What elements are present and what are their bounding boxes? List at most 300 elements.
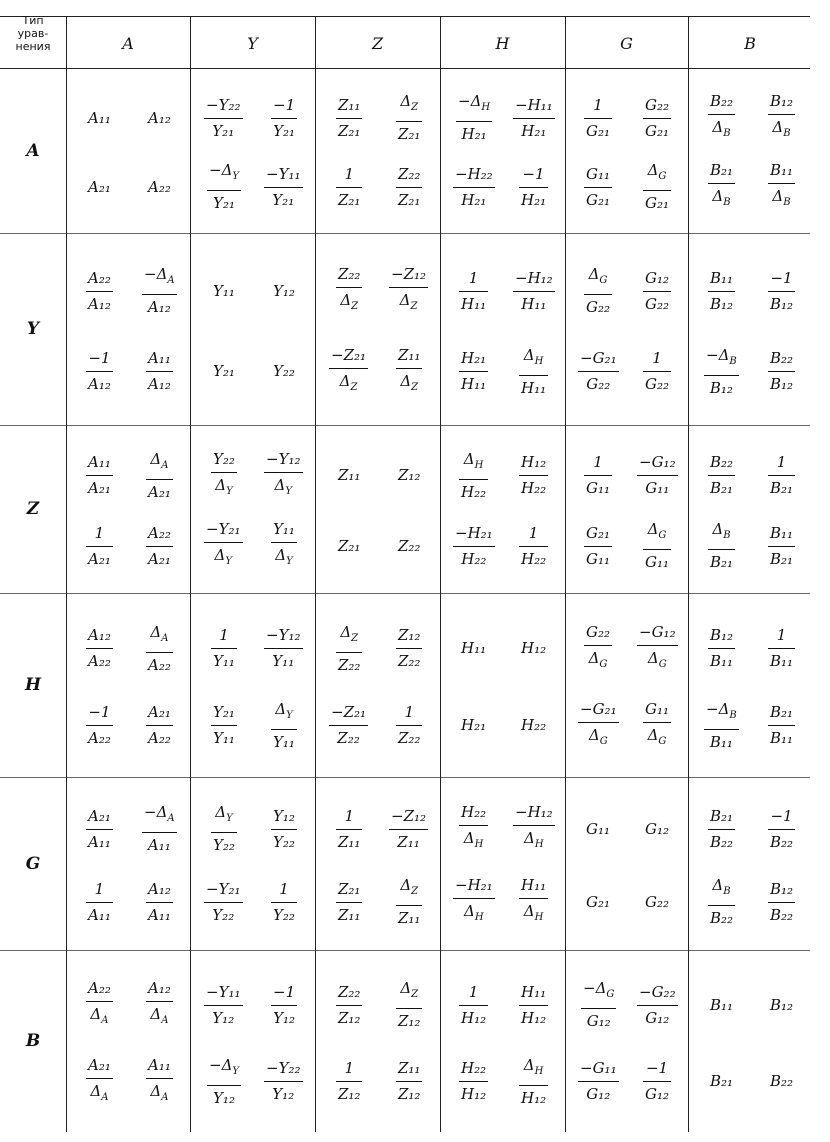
fraction bbox=[146, 450, 173, 501]
denominator: $\Delta_G$ bbox=[588, 726, 608, 747]
fraction bbox=[519, 346, 548, 397]
fraction bbox=[459, 803, 488, 854]
fraction-bar bbox=[643, 371, 671, 372]
denominator: G₂₁ bbox=[645, 194, 670, 212]
fraction bbox=[207, 161, 241, 212]
denominator: Z₁₁ bbox=[338, 906, 361, 924]
denominator: H₂₂ bbox=[521, 479, 547, 497]
fraction-bar bbox=[459, 1081, 488, 1082]
numerator: 1 bbox=[219, 626, 229, 644]
numerator: $\Delta_G$ bbox=[647, 161, 667, 182]
fraction bbox=[211, 703, 237, 747]
matrix-element: Z₁₁ bbox=[338, 466, 361, 484]
denominator: $\Delta_G$ bbox=[647, 726, 667, 747]
fraction-bar bbox=[264, 1081, 303, 1082]
denominator: Z₁₂ bbox=[338, 1009, 361, 1027]
fraction-bar bbox=[336, 187, 362, 188]
fraction bbox=[86, 807, 113, 851]
denominator: Z₂₁ bbox=[398, 191, 421, 209]
row-header-H: H bbox=[24, 675, 42, 695]
numerator: −Y₂₂ bbox=[206, 96, 241, 114]
numerator: $-\Delta_A$ bbox=[144, 803, 175, 824]
denominator: Z₂₂ bbox=[337, 729, 360, 747]
numerator: 1 bbox=[468, 269, 479, 287]
denominator: Y₁₂ bbox=[273, 1009, 296, 1027]
fraction-bar bbox=[519, 1085, 548, 1086]
fraction-bar bbox=[389, 829, 428, 830]
fraction-bar bbox=[578, 1081, 619, 1082]
fraction bbox=[708, 876, 735, 927]
fraction-bar bbox=[637, 645, 678, 646]
fraction bbox=[708, 807, 735, 851]
fraction-bar bbox=[637, 1005, 678, 1006]
numerator: $-\Delta_B$ bbox=[706, 700, 737, 721]
denominator: H₂₂ bbox=[521, 550, 547, 568]
fraction-bar bbox=[513, 825, 555, 826]
fraction bbox=[513, 269, 555, 313]
fraction-bar bbox=[519, 898, 548, 899]
denominator: Y₂₂ bbox=[212, 906, 235, 924]
denominator: Z₂₂ bbox=[338, 656, 361, 674]
fraction bbox=[584, 453, 612, 497]
numerator: H₂₂ bbox=[461, 803, 487, 821]
denominator: G₂₁ bbox=[586, 191, 611, 209]
matrix-element: G₁₂ bbox=[645, 820, 670, 838]
numerator: −Y₁₂ bbox=[266, 450, 301, 468]
denominator: $\Delta_Z$ bbox=[400, 372, 419, 393]
denominator: B₁₂ bbox=[770, 295, 794, 313]
numerator: B₂₂ bbox=[770, 349, 794, 367]
fraction bbox=[86, 626, 113, 670]
fraction bbox=[708, 453, 735, 497]
fraction bbox=[396, 703, 422, 747]
fraction bbox=[86, 880, 113, 924]
numerator: Z₁₂ bbox=[398, 626, 421, 644]
fraction bbox=[86, 453, 113, 497]
fraction-bar bbox=[264, 472, 303, 473]
denominator: A₁₂ bbox=[88, 375, 111, 393]
fraction bbox=[86, 703, 113, 747]
numerator: B₁₂ bbox=[710, 626, 734, 644]
denominator: H₁₁ bbox=[521, 379, 547, 397]
fraction bbox=[142, 803, 177, 854]
fraction-bar bbox=[146, 1078, 173, 1079]
denominator: Z₁₁ bbox=[338, 833, 361, 851]
denominator: Z₂₂ bbox=[398, 652, 421, 670]
fraction-bar bbox=[459, 371, 488, 372]
denominator: A₂₁ bbox=[88, 479, 111, 497]
column-header-Y: Y bbox=[247, 34, 258, 53]
denominator: A₂₁ bbox=[148, 550, 171, 568]
fraction bbox=[389, 807, 428, 851]
numerator: $-\Delta_Y$ bbox=[209, 161, 240, 182]
denominator: $\Delta_A$ bbox=[150, 1005, 169, 1026]
fraction bbox=[637, 453, 678, 497]
fraction bbox=[389, 265, 428, 316]
numerator: −Z₂₁ bbox=[331, 703, 367, 721]
numerator: −1 bbox=[88, 349, 111, 367]
numerator: −G₂₂ bbox=[639, 983, 676, 1001]
denominator: B₁₂ bbox=[710, 295, 734, 313]
numerator: B₂₁ bbox=[710, 161, 734, 179]
numerator: G₁₁ bbox=[586, 165, 611, 183]
numerator: A₂₂ bbox=[148, 524, 171, 542]
numerator: Y₁₂ bbox=[273, 807, 295, 825]
fraction bbox=[643, 1059, 671, 1103]
fraction bbox=[708, 626, 735, 670]
numerator: 1 bbox=[344, 165, 354, 183]
numerator: −Y₁₁ bbox=[266, 165, 301, 183]
denominator: G₁₂ bbox=[645, 1085, 670, 1103]
denominator: G₁₂ bbox=[586, 1012, 611, 1030]
fraction-bar bbox=[146, 652, 173, 653]
fraction bbox=[264, 165, 303, 209]
numerator: 1 bbox=[279, 880, 289, 898]
fraction bbox=[336, 265, 362, 316]
denominator: Z₁₂ bbox=[398, 1085, 421, 1103]
numerator: G₁₂ bbox=[645, 269, 670, 287]
denominator: A₁₁ bbox=[88, 833, 111, 851]
numerator: −1 bbox=[770, 807, 793, 825]
numerator: −G₁₁ bbox=[580, 1059, 617, 1077]
matrix-element: Y₁₁ bbox=[213, 282, 235, 300]
fraction bbox=[643, 161, 671, 212]
fraction bbox=[204, 520, 243, 571]
fraction bbox=[459, 349, 488, 393]
fraction bbox=[86, 524, 113, 568]
fraction-bar bbox=[396, 1081, 422, 1082]
numerator: 1 bbox=[468, 983, 479, 1001]
fraction bbox=[204, 880, 243, 924]
denominator: G₂₂ bbox=[586, 298, 611, 316]
fraction-bar bbox=[207, 190, 241, 191]
denominator: A₁₂ bbox=[148, 375, 171, 393]
row-header-Z: Z bbox=[26, 499, 40, 519]
numerator: $\Delta_B$ bbox=[712, 520, 731, 541]
fraction bbox=[336, 807, 362, 851]
numerator: −H₁₂ bbox=[515, 269, 553, 287]
denominator: Y₂₂ bbox=[273, 906, 295, 924]
column-header-B: B bbox=[744, 34, 756, 53]
fraction-bar bbox=[142, 832, 177, 833]
numerator: 1 bbox=[776, 453, 787, 471]
fraction-bar bbox=[86, 902, 113, 903]
fraction bbox=[768, 161, 795, 212]
fraction bbox=[578, 700, 619, 751]
denominator: $\Delta_A$ bbox=[90, 1082, 109, 1103]
fraction bbox=[637, 623, 678, 674]
numerator: 1 bbox=[344, 807, 354, 825]
fraction-bar bbox=[584, 294, 612, 295]
numerator: 1 bbox=[344, 1059, 354, 1077]
fraction-bar bbox=[768, 725, 795, 726]
fraction-bar bbox=[768, 291, 795, 292]
matrix-element: Z₂₂ bbox=[398, 537, 421, 555]
fraction bbox=[264, 626, 303, 670]
fraction-bar bbox=[336, 118, 362, 119]
fraction-bar bbox=[584, 645, 612, 646]
denominator: G₂₂ bbox=[586, 375, 611, 393]
numerator: −1 bbox=[88, 703, 111, 721]
denominator: B₂₂ bbox=[710, 833, 734, 851]
numerator: Z₂₂ bbox=[338, 983, 361, 1001]
denominator: A₁₁ bbox=[148, 906, 171, 924]
matrix-element: Y₁₂ bbox=[273, 282, 295, 300]
fraction-bar bbox=[271, 729, 297, 730]
numerator: $-\Delta_Y$ bbox=[209, 1056, 240, 1077]
fraction bbox=[329, 703, 368, 747]
numerator: A₁₂ bbox=[148, 979, 171, 997]
fraction-bar bbox=[86, 371, 113, 372]
fraction bbox=[768, 349, 795, 393]
fraction bbox=[708, 269, 735, 313]
fraction bbox=[704, 700, 739, 751]
numerator: A₁₁ bbox=[148, 1056, 171, 1074]
denominator: H₂₁ bbox=[461, 125, 487, 143]
numerator: B₂₂ bbox=[710, 92, 734, 110]
numerator: $\Delta_G$ bbox=[647, 520, 667, 541]
denominator: B₂₁ bbox=[710, 479, 734, 497]
fraction bbox=[643, 349, 671, 393]
fraction-bar bbox=[708, 291, 735, 292]
fraction-bar bbox=[336, 1081, 362, 1082]
denominator: $\Delta_B$ bbox=[772, 118, 791, 139]
matrix-element: G₁₁ bbox=[586, 820, 611, 838]
denominator: A₁₁ bbox=[147, 836, 171, 854]
fraction bbox=[146, 524, 173, 568]
fraction-bar bbox=[146, 725, 173, 726]
numerator: B₂₂ bbox=[710, 453, 734, 471]
matrix-element: B₁₂ bbox=[770, 996, 794, 1014]
numerator: H₁₁ bbox=[521, 983, 547, 1001]
fraction-bar bbox=[211, 648, 237, 649]
row-header-Y: Y bbox=[26, 319, 40, 339]
denominator: Z₂₂ bbox=[398, 729, 421, 747]
numerator: $\Delta_B$ bbox=[712, 876, 731, 897]
fraction bbox=[396, 626, 422, 670]
denominator: $\Delta_H$ bbox=[464, 902, 484, 923]
fraction bbox=[336, 983, 362, 1027]
fraction-bar bbox=[146, 1001, 173, 1002]
numerator: Z₁₁ bbox=[398, 1059, 421, 1077]
fraction bbox=[396, 876, 422, 927]
corner-label-line: Тип bbox=[22, 14, 44, 27]
denominator: H₂₂ bbox=[461, 550, 487, 568]
fraction-bar bbox=[519, 1005, 548, 1006]
matrix-element: G₂₂ bbox=[645, 893, 670, 911]
denominator: Y₂₂ bbox=[273, 833, 295, 851]
numerator: −H₂₁ bbox=[455, 876, 493, 894]
corner-label bbox=[2, 14, 64, 53]
fraction-bar bbox=[768, 902, 795, 903]
numerator: 1 bbox=[593, 96, 603, 114]
fraction-bar bbox=[396, 187, 422, 188]
numerator: B₂₁ bbox=[710, 807, 734, 825]
fraction bbox=[271, 700, 297, 751]
fraction-bar bbox=[146, 546, 173, 547]
numerator: $-\Delta_B$ bbox=[706, 346, 737, 367]
fraction-bar bbox=[768, 829, 795, 830]
matrix-element: Y₂₁ bbox=[213, 362, 235, 380]
matrix-element: Z₂₁ bbox=[338, 537, 361, 555]
numerator: 1 bbox=[593, 453, 603, 471]
column-header-G: G bbox=[620, 34, 633, 53]
denominator: B₂₂ bbox=[710, 909, 734, 927]
numerator: −H₂₁ bbox=[455, 524, 493, 542]
denominator: H₁₁ bbox=[461, 295, 487, 313]
fraction bbox=[146, 349, 173, 393]
fraction-bar bbox=[768, 648, 795, 649]
fraction bbox=[329, 346, 368, 397]
fraction-bar bbox=[204, 1005, 243, 1006]
fraction-bar bbox=[211, 725, 237, 726]
row-header-A: A bbox=[26, 140, 40, 161]
denominator: $\Delta_G$ bbox=[588, 649, 608, 670]
fraction bbox=[456, 92, 492, 143]
fraction bbox=[708, 92, 735, 143]
fraction-bar bbox=[204, 118, 243, 119]
fraction-bar bbox=[643, 291, 671, 292]
fraction-bar bbox=[264, 187, 303, 188]
fraction-bar bbox=[643, 190, 671, 191]
fraction-bar bbox=[271, 542, 297, 543]
numerator: 1 bbox=[94, 524, 105, 542]
numerator: A₂₁ bbox=[148, 703, 171, 721]
fraction-bar bbox=[584, 546, 612, 547]
denominator: A₁₂ bbox=[88, 295, 111, 313]
numerator: −Y₂₁ bbox=[206, 520, 241, 538]
denominator: H₂₁ bbox=[521, 191, 547, 209]
numerator: A₁₂ bbox=[88, 626, 111, 644]
numerator: $\Delta_Z$ bbox=[340, 623, 359, 644]
denominator: H₂₂ bbox=[461, 483, 487, 501]
numerator: 1 bbox=[528, 524, 539, 542]
numerator: B₁₁ bbox=[770, 524, 794, 542]
fraction bbox=[643, 96, 671, 140]
fraction-bar bbox=[396, 648, 422, 649]
fraction-bar bbox=[708, 905, 735, 906]
fraction bbox=[637, 983, 678, 1027]
numerator: −Z₁₂ bbox=[391, 807, 427, 825]
fraction-bar bbox=[643, 549, 671, 550]
fraction bbox=[86, 1056, 113, 1107]
fraction bbox=[519, 524, 548, 568]
fraction-bar bbox=[396, 121, 422, 122]
fraction-bar bbox=[459, 825, 488, 826]
fraction-bar bbox=[708, 475, 735, 476]
fraction-bar bbox=[271, 1005, 297, 1006]
numerator: −Y₁₁ bbox=[206, 983, 241, 1001]
fraction bbox=[207, 1056, 241, 1107]
fraction-bar bbox=[207, 1085, 241, 1086]
fraction-bar bbox=[584, 475, 612, 476]
denominator: $\Delta_B$ bbox=[712, 118, 731, 139]
fraction bbox=[86, 269, 113, 313]
fraction-bar bbox=[86, 1001, 113, 1002]
matrix-element: H₁₁ bbox=[461, 639, 487, 657]
numerator: −1 bbox=[273, 983, 296, 1001]
numerator: $\Delta_A$ bbox=[150, 450, 169, 471]
fraction-bar bbox=[708, 829, 735, 830]
denominator: $\Delta_H$ bbox=[463, 829, 484, 850]
fraction bbox=[584, 265, 612, 316]
fraction bbox=[271, 96, 297, 140]
fraction-bar bbox=[146, 371, 173, 372]
denominator: $\Delta_H$ bbox=[524, 829, 544, 850]
denominator: G₂₂ bbox=[645, 295, 670, 313]
denominator: H₁₂ bbox=[461, 1085, 487, 1103]
fraction bbox=[142, 265, 177, 316]
fraction-bar bbox=[581, 1008, 616, 1009]
numerator: −G₁₂ bbox=[639, 623, 676, 641]
numerator: $\Delta_Z$ bbox=[400, 92, 419, 113]
fraction bbox=[519, 876, 548, 927]
fraction bbox=[146, 703, 173, 747]
denominator: G₁₂ bbox=[586, 1085, 611, 1103]
fraction bbox=[768, 524, 795, 568]
numerator: −H₁₁ bbox=[515, 96, 553, 114]
matrix-element: H₂₁ bbox=[461, 716, 487, 734]
numerator: B₁₂ bbox=[770, 880, 794, 898]
fraction-bar bbox=[86, 1078, 113, 1079]
fraction-bar bbox=[264, 648, 303, 649]
numerator: $\Delta_Y$ bbox=[215, 803, 233, 824]
fraction bbox=[459, 450, 488, 501]
numerator: B₁₁ bbox=[710, 269, 734, 287]
denominator: $\Delta_B$ bbox=[772, 187, 791, 208]
numerator: B₁₁ bbox=[770, 161, 794, 179]
fraction-bar bbox=[708, 648, 735, 649]
fraction-bar bbox=[86, 475, 113, 476]
fraction-bar bbox=[578, 371, 619, 372]
numerator: $-\Delta_G$ bbox=[583, 979, 615, 1000]
fraction bbox=[643, 269, 671, 313]
denominator: G₁₂ bbox=[645, 1009, 670, 1027]
fraction bbox=[584, 524, 612, 568]
corner-label-line: урав- bbox=[17, 27, 49, 40]
fraction bbox=[584, 623, 612, 674]
denominator: Y₁₁ bbox=[213, 652, 235, 670]
denominator: $\Delta_Y$ bbox=[274, 476, 292, 497]
fraction bbox=[768, 453, 795, 497]
row-header-B: B bbox=[25, 1031, 41, 1051]
numerator: B₁₂ bbox=[770, 92, 794, 110]
denominator: Z₁₂ bbox=[338, 1085, 361, 1103]
denominator: A₂₂ bbox=[148, 656, 171, 674]
numerator: $\Delta_H$ bbox=[523, 346, 544, 367]
denominator: G₂₂ bbox=[645, 375, 670, 393]
denominator: Y₁₂ bbox=[213, 1089, 235, 1107]
numerator: 1 bbox=[652, 349, 662, 367]
numerator: 1 bbox=[776, 626, 787, 644]
numerator: 1 bbox=[94, 880, 105, 898]
fraction bbox=[211, 803, 237, 854]
fraction-bar bbox=[459, 1005, 488, 1006]
fraction-bar bbox=[146, 479, 173, 480]
numerator: A₂₁ bbox=[88, 1056, 111, 1074]
denominator: G₁₁ bbox=[586, 479, 611, 497]
numerator: H₁₂ bbox=[521, 453, 547, 471]
numerator: $\Delta_G$ bbox=[588, 265, 608, 286]
fraction bbox=[581, 979, 616, 1030]
fraction bbox=[578, 349, 619, 393]
column-header-H: H bbox=[495, 34, 510, 53]
matrix-element: B₂₂ bbox=[770, 1072, 794, 1090]
column-divider bbox=[190, 16, 191, 1132]
fraction bbox=[519, 1056, 548, 1107]
denominator: Y₁₂ bbox=[212, 1009, 235, 1027]
fraction-bar bbox=[389, 287, 428, 288]
